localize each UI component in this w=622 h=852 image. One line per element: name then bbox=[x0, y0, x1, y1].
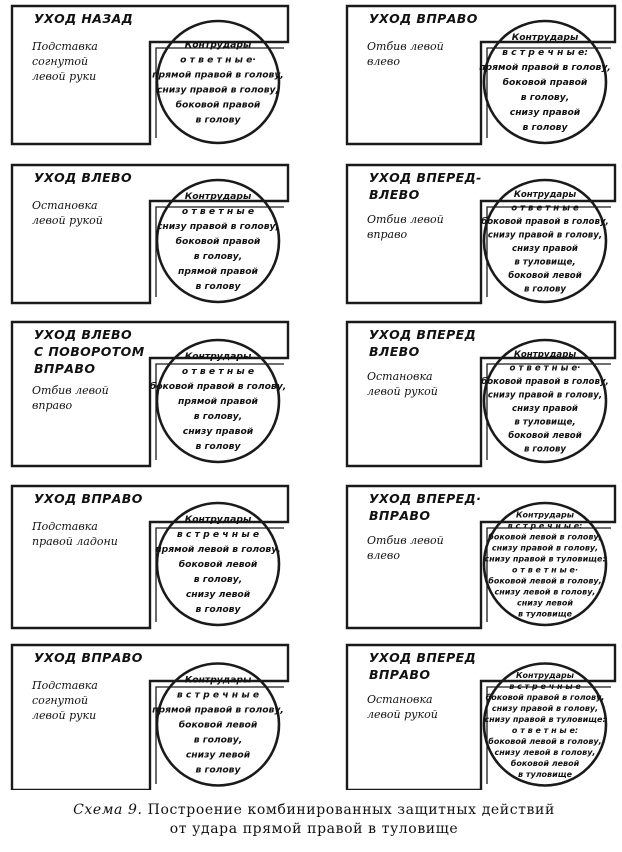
defense-action-line: Остановка bbox=[367, 693, 433, 706]
counter-text-line: снизу правой в туловище: bbox=[484, 554, 606, 564]
counter-text-line: в туловище, bbox=[514, 257, 576, 268]
caption-label: Схема 9. bbox=[73, 802, 143, 818]
move-title bbox=[369, 11, 478, 26]
counter-text-line: о т в е т н ы е· bbox=[509, 363, 581, 374]
counter-text-line: Контрудары bbox=[184, 514, 252, 526]
defense-action-line: Остановка bbox=[32, 199, 98, 212]
panel-outer-frame bbox=[12, 486, 288, 628]
move-title bbox=[34, 650, 143, 665]
counter-text-line: снизу левой в голову, bbox=[494, 587, 596, 597]
counter-text-line: боковой правой bbox=[175, 99, 261, 111]
counter-text-line: в голову bbox=[195, 114, 241, 126]
counter-text bbox=[152, 40, 284, 126]
move-title-line: ВПРАВО bbox=[34, 361, 96, 376]
counter-text-line: в голову bbox=[195, 604, 241, 616]
scheme-panel bbox=[12, 165, 288, 303]
counter-text bbox=[481, 350, 609, 455]
move-title-line: УХОД ВПЕРЕД bbox=[369, 327, 477, 342]
defense-action bbox=[367, 370, 438, 398]
counter-text-line: боковой правой в голову, bbox=[149, 381, 287, 393]
defense-action-line: левой рукой bbox=[367, 385, 438, 398]
counter-text-line: боковой левой bbox=[510, 758, 580, 768]
defense-action bbox=[367, 213, 444, 241]
move-title-line: УХОД ВПРАВО bbox=[34, 650, 143, 665]
counter-text-line: Контрудары bbox=[184, 191, 252, 203]
defense-action-line: вправо bbox=[32, 399, 73, 412]
counter-text-line: боковой правой в голову, bbox=[485, 692, 605, 702]
defense-action bbox=[32, 384, 109, 412]
counter-text-line: в голову bbox=[195, 281, 241, 293]
counter-text-line: в голову bbox=[195, 764, 241, 776]
counter-text bbox=[481, 190, 609, 295]
counter-text-line: в голову, bbox=[520, 92, 570, 104]
counter-text-line: о т в е т н ы е bbox=[181, 206, 255, 218]
defense-action-line: Остановка bbox=[367, 370, 433, 383]
counter-text-line: боковой левой bbox=[508, 270, 582, 281]
counter-text-line: прямой правой в голову, bbox=[152, 69, 284, 81]
move-title-line: ВПРАВО bbox=[369, 508, 431, 523]
counter-text-line: в с т р е ч н ы е bbox=[176, 689, 260, 701]
counter-text-line: снизу правой bbox=[182, 426, 254, 438]
counter-text-line: Контрудары bbox=[516, 670, 574, 680]
counter-text-line: снизу правой bbox=[512, 243, 578, 254]
counter-text-line: в с т р е ч н ы е: bbox=[502, 47, 588, 59]
counter-text bbox=[484, 510, 605, 618]
counter-text-line: в туловище bbox=[518, 609, 572, 619]
scheme-panel bbox=[12, 486, 288, 628]
move-title bbox=[34, 170, 132, 185]
counter-text-line: Контрудары bbox=[184, 39, 252, 51]
counter-text bbox=[152, 675, 284, 776]
counter-text-line: снизу правой в голову, bbox=[487, 390, 603, 401]
defense-action-line: вправо bbox=[367, 228, 408, 241]
defense-action bbox=[367, 534, 444, 562]
move-title-line: УХОД ВПЕРЕД bbox=[369, 650, 477, 665]
move-title-line: С ПОВОРОТОМ bbox=[34, 344, 145, 359]
counter-text-line: Контрудары bbox=[184, 351, 252, 363]
counter-text-line: в голову, bbox=[193, 411, 243, 423]
defense-action-line: согнутой bbox=[32, 694, 89, 707]
move-title-line: УХОД ВЛЕВО bbox=[34, 170, 132, 185]
counter-text-line: снизу левой bbox=[185, 589, 251, 601]
defense-action bbox=[32, 199, 103, 227]
move-title bbox=[34, 491, 143, 506]
counter-text-line: в голову bbox=[523, 444, 567, 455]
defense-action-line: согнутой bbox=[32, 55, 89, 68]
counter-text-line: в туловище, bbox=[514, 417, 576, 428]
scheme-panel bbox=[12, 645, 288, 790]
defense-action-line: влево bbox=[367, 55, 400, 68]
counter-text-line: Контрудары bbox=[513, 349, 577, 360]
caption-line-2: от удара прямой правой в туловище bbox=[169, 821, 459, 837]
move-title bbox=[369, 491, 481, 523]
counter-text-line: снизу правой в голову, bbox=[487, 230, 603, 241]
move-title bbox=[34, 327, 145, 376]
move-title bbox=[369, 327, 476, 359]
defense-action-line: левой рукой bbox=[32, 214, 103, 227]
defense-action-line: левой руки bbox=[32, 709, 97, 722]
counter-text-line: боковой правой bbox=[502, 77, 588, 89]
defense-action bbox=[367, 40, 444, 68]
counter-text-line: Контрудары bbox=[184, 674, 252, 686]
counter-text-line: прямой правой bbox=[178, 266, 258, 278]
move-title-line: УХОД ВПЕРЕД· bbox=[369, 491, 482, 506]
counter-text-line: в голову bbox=[522, 122, 568, 134]
defense-action bbox=[31, 679, 98, 722]
defense-action bbox=[367, 693, 438, 721]
defense-action bbox=[31, 520, 118, 548]
scheme-panel bbox=[347, 645, 615, 790]
counter-text-line: в с т р е ч н ы е: bbox=[507, 521, 583, 531]
defense-action-line: левой руки bbox=[32, 70, 97, 83]
counter-text-line: в туловище bbox=[518, 769, 572, 779]
counter-text-line: о т в е т н ы е· bbox=[512, 565, 578, 575]
counter-text-line: снизу правой bbox=[512, 403, 578, 414]
defense-action-line: Отбив левой bbox=[367, 40, 444, 53]
move-title-line: УХОД ВЛЕВО bbox=[34, 327, 132, 342]
counter-text-line: в голову, bbox=[193, 734, 243, 746]
scheme-panel bbox=[347, 6, 615, 144]
counter-text-line: в с т р е ч н ы е bbox=[176, 529, 260, 541]
counter-text-line: снизу правой в голову, bbox=[156, 84, 280, 96]
counter-text-line: снизу правой bbox=[509, 107, 581, 119]
defense-action-line: Подставка bbox=[32, 520, 98, 533]
move-title-line: УХОД ВПРАВО bbox=[34, 491, 143, 506]
caption-line-1 bbox=[20, 801, 608, 820]
counter-text-line: Контрудары bbox=[511, 32, 579, 44]
defense-action-line: Отбив левой bbox=[32, 384, 109, 397]
counter-text-line: Контрудары bbox=[513, 189, 577, 200]
move-title-line: УХОД ВПРАВО bbox=[369, 11, 478, 26]
counter-text-line: в с т р е ч н ы е bbox=[509, 681, 581, 691]
panel-outer-frame bbox=[347, 6, 615, 144]
counter-text-line: прямой правой в голову, bbox=[479, 62, 611, 74]
scheme-panel bbox=[347, 322, 615, 466]
counter-text-line: о т в е т н ы е· bbox=[180, 54, 256, 66]
move-title-line: ВЛЕВО bbox=[369, 344, 420, 359]
counter-text-line: снизу левой bbox=[185, 749, 251, 761]
counter-text-line: боковой левой в голову, bbox=[488, 576, 602, 586]
counter-text-line: прямой левой в голову, bbox=[155, 544, 281, 556]
counter-text-line: боковой правой в голову, bbox=[481, 216, 609, 227]
scheme-panel bbox=[347, 486, 615, 628]
counter-text-line: прямой правой в голову, bbox=[152, 704, 284, 716]
counter-text-line: боковой левой bbox=[178, 559, 258, 571]
counter-text-line: Контрудары bbox=[516, 510, 574, 520]
counter-text-line: боковой правой в голову, bbox=[481, 376, 609, 387]
counter-text-line: о т в е т н ы е bbox=[181, 366, 255, 378]
move-title-line: УХОД НАЗАД bbox=[34, 11, 134, 26]
counter-text-line: снизу левой bbox=[517, 598, 573, 608]
defense-action-line: Отбив левой bbox=[367, 213, 444, 226]
scheme-panel bbox=[12, 322, 288, 466]
counter-text-line: боковой левой в голову, bbox=[488, 736, 602, 746]
counter-text-line: снизу правой в голову, bbox=[491, 543, 599, 553]
move-title-line: УХОД ВПЕРЕД- bbox=[369, 170, 482, 185]
counter-text-line: боковой левой в голову, bbox=[488, 532, 602, 542]
counter-text-line: о т в е т н ы е bbox=[511, 203, 579, 214]
move-title bbox=[34, 11, 133, 26]
counter-text-line: боковой левой bbox=[508, 430, 582, 441]
defense-action-line: влево bbox=[367, 549, 400, 562]
defense-action bbox=[31, 40, 98, 83]
counter-text-line: о т в е т н ы е: bbox=[511, 725, 579, 735]
counter-text-line: боковой правой bbox=[175, 236, 261, 248]
scheme-panel bbox=[12, 6, 288, 144]
counter-text-line: снизу правой в голову, bbox=[491, 703, 599, 713]
counter-text-line: в голову bbox=[523, 284, 567, 295]
counter-text-line: прямой правой bbox=[178, 396, 258, 408]
counter-text-line: в голову, bbox=[193, 251, 243, 263]
move-title bbox=[369, 650, 476, 682]
move-title-line: ВЛЕВО bbox=[369, 187, 420, 202]
move-title bbox=[369, 170, 482, 202]
move-title-line: ВПРАВО bbox=[369, 667, 431, 682]
scheme-panel bbox=[347, 165, 615, 303]
figure-caption bbox=[20, 801, 608, 839]
counter-text-line: снизу левой в голову, bbox=[494, 747, 596, 757]
counter-text-line: в голову bbox=[195, 441, 241, 453]
counter-text-line: снизу правой в туловище: bbox=[484, 714, 606, 724]
defense-action-line: правой ладони bbox=[32, 535, 118, 548]
defense-action-line: левой рукой bbox=[367, 708, 438, 721]
caption-text-1: Построение комбинированных защитных действий bbox=[147, 802, 555, 818]
counter-text-line: боковой левой bbox=[178, 719, 258, 731]
defense-action-line: Подставка bbox=[32, 679, 98, 692]
counter-text bbox=[155, 514, 280, 615]
defense-action-line: Подставка bbox=[32, 40, 98, 53]
defense-action-line: Отбив левой bbox=[367, 534, 444, 547]
counter-text-line: в голову, bbox=[193, 574, 243, 586]
panel-inner-frame bbox=[487, 528, 611, 622]
counter-text-line: снизу правой в голову, bbox=[156, 221, 280, 233]
